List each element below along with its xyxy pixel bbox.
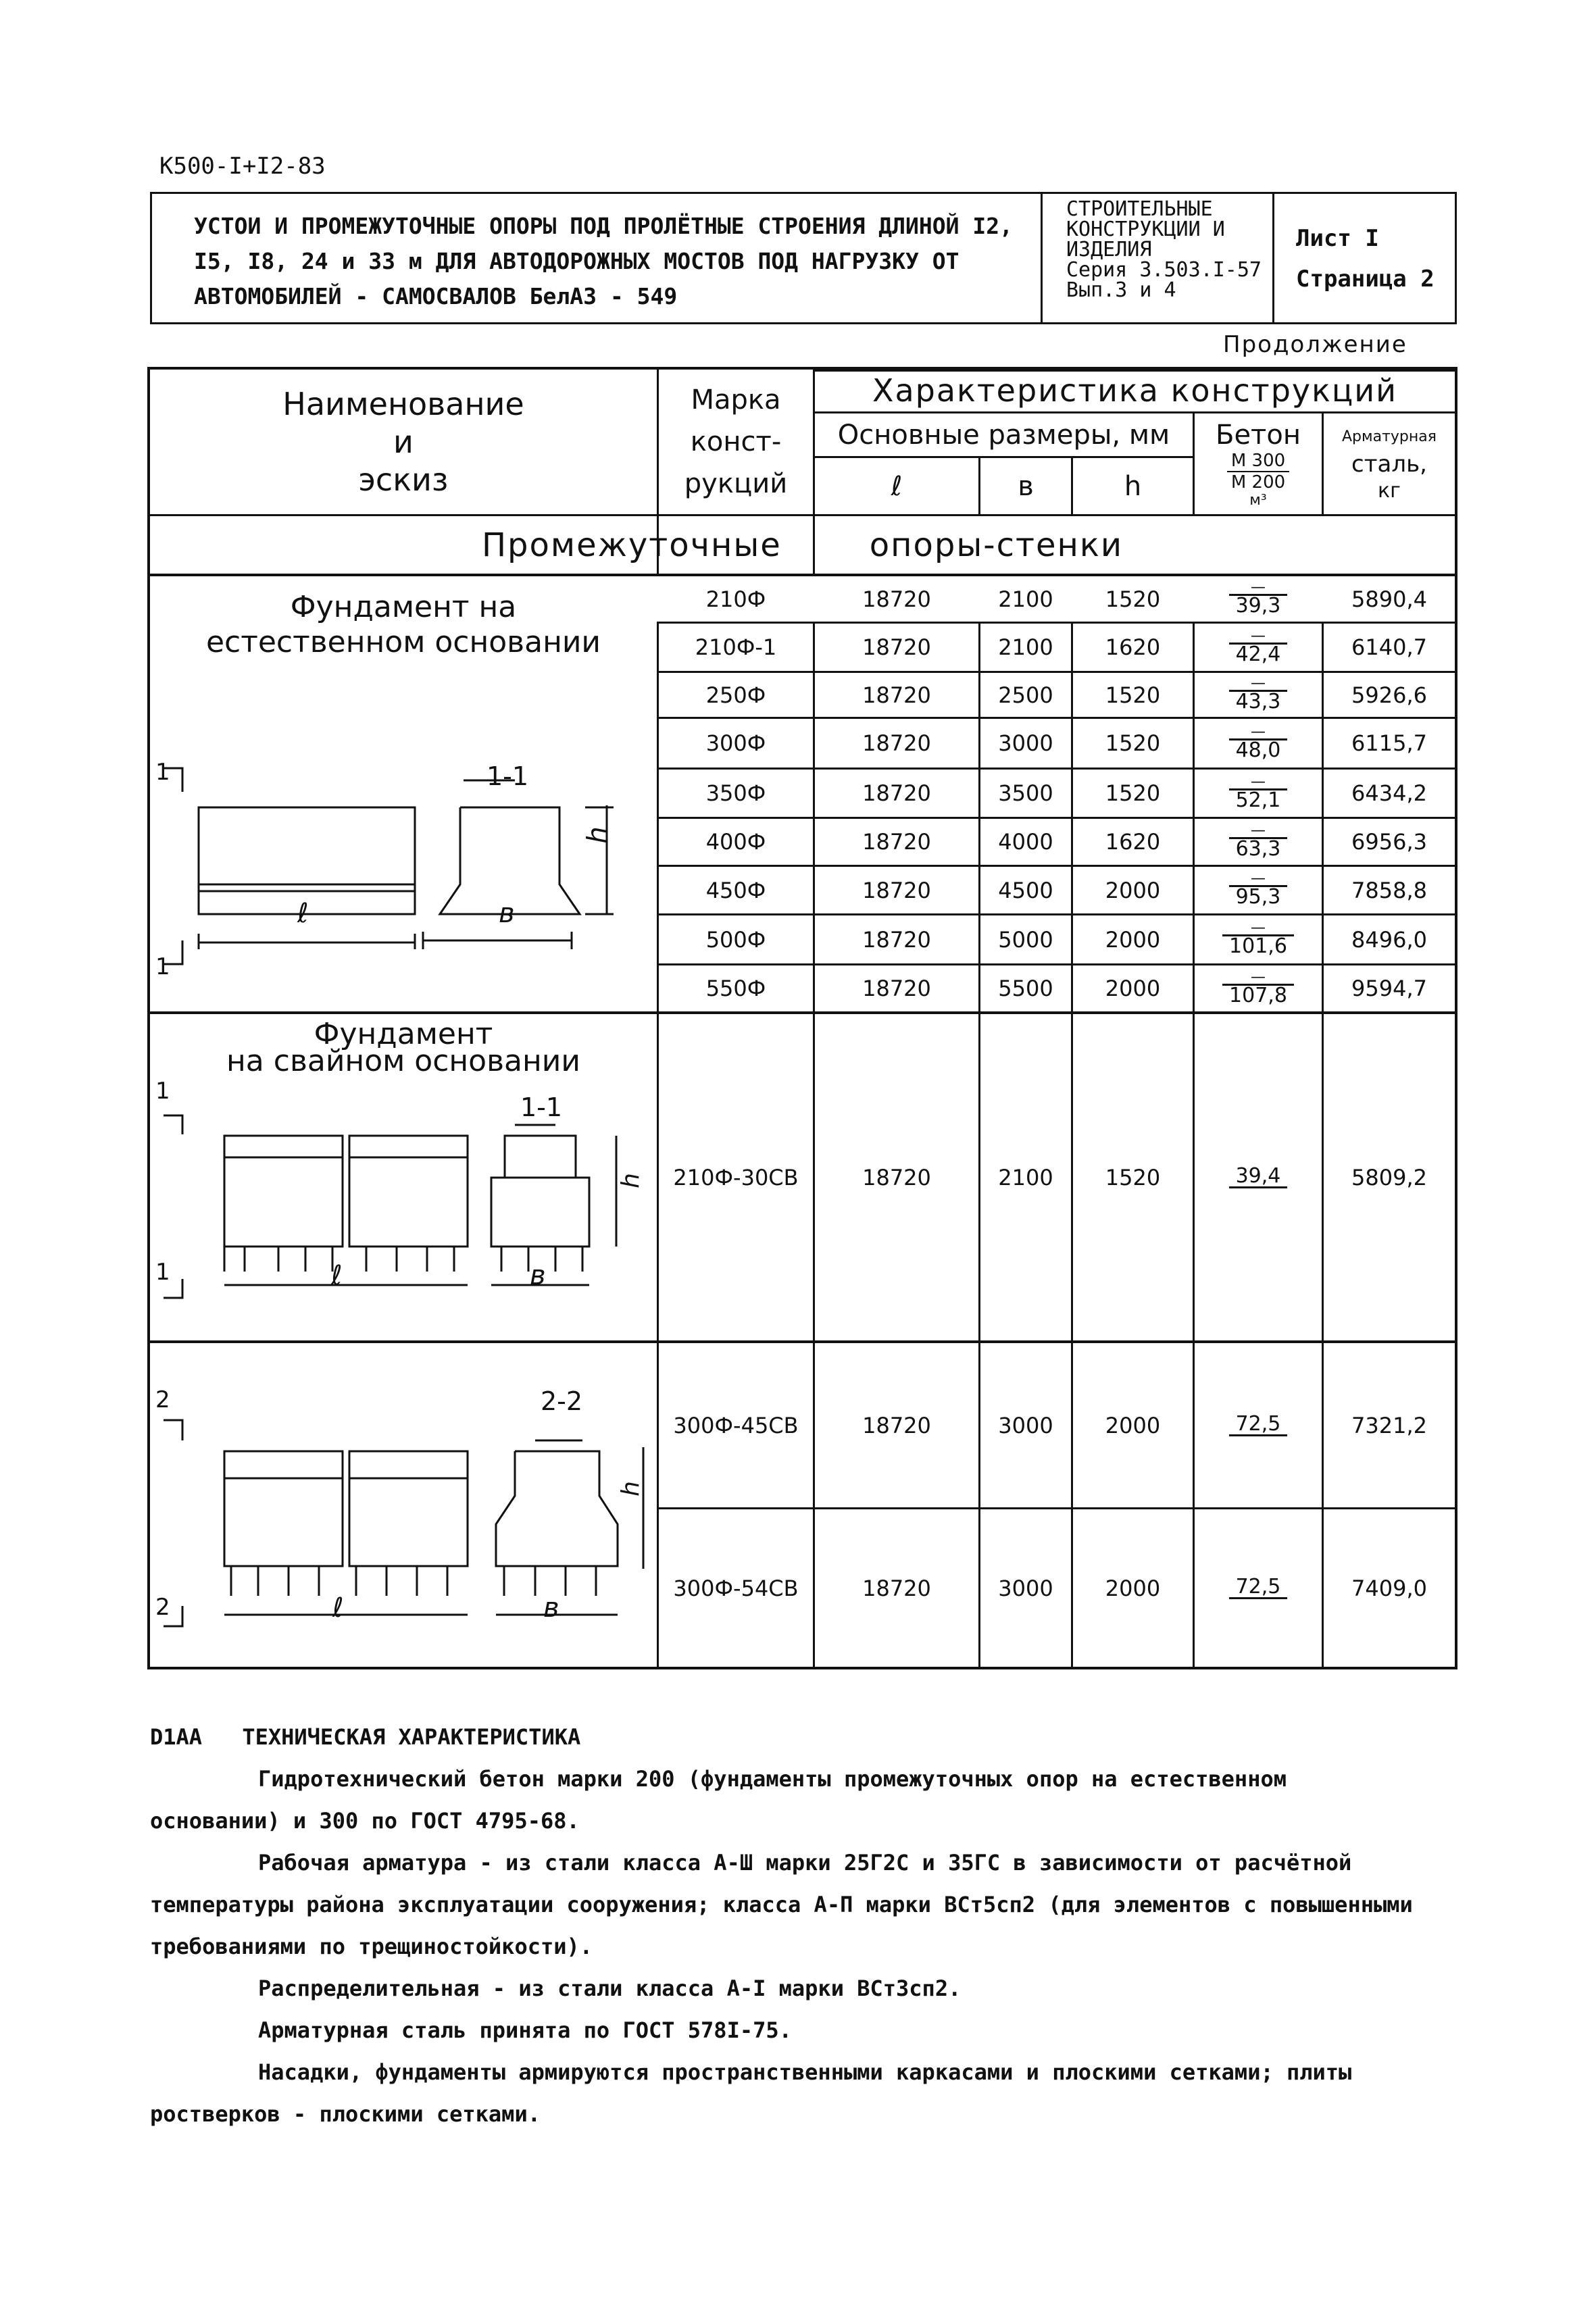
concrete-value: 42,4 <box>1229 643 1288 665</box>
cell-l-row-9: 18720 <box>862 976 931 1001</box>
concrete-top-mark: — <box>1250 675 1266 692</box>
column-header-dimensions: Основные размеры, мм <box>837 419 1170 451</box>
note-paragraph: Гидротехнический бетон марки 200 (фундаменты промежуточных опор на естественном основании) и 300 по ГОСТ 4795-68. <box>150 1766 1287 1834</box>
cell-h-row-9: 2000 <box>1105 976 1161 1001</box>
sketch-natural-foundation <box>150 667 657 1009</box>
page-number: Страница 2 <box>1296 266 1435 293</box>
cell-steel-row-1: 5890,4 <box>1351 586 1427 612</box>
cut-label-2-bottom: 2 <box>155 1594 170 1621</box>
concrete-value: 72,5 <box>1229 1414 1288 1436</box>
cell-mark-row-1: 210Ф <box>705 586 766 612</box>
dim-label-b: в <box>499 898 515 929</box>
cell-concrete-row-9 <box>1195 965 1322 1011</box>
cell-concrete-row-11 <box>1195 1343 1322 1507</box>
cell-b-row-5: 3500 <box>998 780 1053 806</box>
cell-mark-row-10: 210Ф-30СВ <box>673 1164 799 1190</box>
cell-steel-row-5: 6434,2 <box>1351 780 1427 806</box>
cell-l-row-7: 18720 <box>862 877 931 903</box>
series-info: СТРОИТЕЛЬНЫЕ КОНСТРУКЦИИ И ИЗДЕЛИЯ Серия 3.503.I-57 Вып.3 и 4 <box>1066 197 1262 302</box>
cell-steel-row-11: 7321,2 <box>1351 1412 1427 1438</box>
cut-label-1-top: 1 <box>155 759 170 786</box>
cell-b-row-4: 3000 <box>998 730 1053 756</box>
cell-b-row-8: 5000 <box>998 926 1053 953</box>
cell-mark-row-11: 300Ф-45СВ <box>673 1412 799 1438</box>
group-title-pile-foundation: Фундамент на свайном основании <box>226 1017 580 1078</box>
section-label-2-2: 2-2 <box>541 1386 583 1416</box>
concrete-top-mark: — <box>1250 773 1266 790</box>
cell-concrete-row-7 <box>1195 867 1322 913</box>
cell-b-row-3: 2500 <box>998 682 1053 708</box>
cell-h-row-11: 2000 <box>1105 1412 1161 1438</box>
title-block <box>150 192 1457 324</box>
dim-label-l-pile: ℓ <box>331 1260 343 1291</box>
note-paragraph: Насадки, фундаменты армируются пространственными каркасами и плоскими сетками; плиты ростверков - плоскими сетками. <box>150 2059 1352 2127</box>
cell-b-row-9: 5500 <box>998 976 1053 1001</box>
cell-l-row-1: 18720 <box>862 586 931 612</box>
concrete-value: 43,3 <box>1229 690 1288 712</box>
cell-mark-row-2: 210Ф-1 <box>695 634 777 660</box>
dim-label-l-2: ℓ <box>332 1592 344 1624</box>
concrete-value: 107,8 <box>1222 984 1294 1006</box>
cell-steel-row-2: 6140,7 <box>1351 634 1427 660</box>
concrete-value: 39,4 <box>1229 1166 1288 1188</box>
cell-mark-row-8: 500Ф <box>705 926 766 953</box>
construction-table <box>147 367 1457 1669</box>
dim-label-l: ℓ <box>297 898 309 929</box>
cell-steel-row-3: 5926,6 <box>1351 682 1427 708</box>
note-paragraph: Арматурная сталь принята по ГОСТ 578I-75. <box>258 2017 792 2043</box>
group-title-natural-foundation: Фундамент на естественном основании <box>205 590 601 659</box>
cell-h-row-8: 2000 <box>1105 926 1161 953</box>
cell-steel-row-4: 6115,7 <box>1351 730 1427 756</box>
concrete-top-mark: — <box>1250 870 1266 887</box>
cell-h-row-3: 1520 <box>1105 682 1161 708</box>
cell-h-row-4: 1520 <box>1105 730 1161 756</box>
section-label-1-1-pile: 1-1 <box>520 1092 563 1122</box>
cell-b-row-12: 3000 <box>998 1575 1053 1601</box>
cell-l-row-3: 18720 <box>862 682 931 708</box>
cell-concrete-row-1 <box>1195 576 1322 622</box>
column-header-b: в <box>1018 470 1034 502</box>
cell-mark-row-9: 550Ф <box>705 976 766 1001</box>
cell-mark-row-5: 350Ф <box>705 780 766 806</box>
cell-b-row-6: 4000 <box>998 829 1053 855</box>
concrete-top-mark: — <box>1250 822 1266 839</box>
concrete-top-mark: — <box>1250 920 1266 936</box>
cell-l-row-11: 18720 <box>862 1412 931 1438</box>
dim-label-b-2: в <box>543 1592 559 1624</box>
cell-l-row-8: 18720 <box>862 926 931 953</box>
cut-label-1-bottom-pile: 1 <box>155 1259 170 1286</box>
dim-label-h: h <box>582 826 614 844</box>
concrete-value: 39,3 <box>1229 594 1288 616</box>
concrete-value: 101,6 <box>1222 934 1294 957</box>
cell-h-row-5: 1520 <box>1105 780 1161 806</box>
sheet-info <box>1296 218 1435 299</box>
concrete-value: 52,1 <box>1229 788 1288 811</box>
column-header-mark: Марка конст- рукций <box>684 384 788 499</box>
cell-concrete-row-5 <box>1195 770 1322 817</box>
sketch-pile-foundation-1-1 <box>150 1072 657 1338</box>
cell-concrete-row-2 <box>1195 624 1322 671</box>
cell-b-row-10: 2100 <box>998 1164 1053 1190</box>
cell-b-row-2: 2100 <box>998 634 1053 660</box>
dim-label-h-2: h <box>616 1481 645 1496</box>
cell-steel-row-6: 6956,3 <box>1351 829 1427 855</box>
concrete-value: 63,3 <box>1229 837 1288 859</box>
cell-l-row-2: 18720 <box>862 634 931 660</box>
column-header-concrete: Бетон М 300 М 200 м³ <box>1216 419 1301 509</box>
concrete-value: 72,5 <box>1229 1577 1288 1599</box>
cell-h-row-10: 1520 <box>1105 1164 1161 1190</box>
cell-l-row-5: 18720 <box>862 780 931 806</box>
cell-mark-row-3: 250Ф <box>705 682 766 708</box>
cell-steel-row-8: 8496,0 <box>1351 926 1427 953</box>
cut-label-1-bottom: 1 <box>155 953 170 980</box>
concrete-value: 95,3 <box>1229 885 1288 907</box>
cell-concrete-row-3 <box>1195 673 1322 717</box>
sheet-number: Лист I <box>1296 225 1379 252</box>
cell-concrete-row-6 <box>1195 819 1322 865</box>
note-paragraph: Распределительная - из стали класса А-I марки ВСт3сп2. <box>258 1976 962 2001</box>
cell-h-row-7: 2000 <box>1105 877 1161 903</box>
cell-mark-row-7: 450Ф <box>705 877 766 903</box>
section-label-1-1: 1-1 <box>487 761 529 791</box>
concrete-top-mark: — <box>1250 968 1266 986</box>
cell-concrete-row-8 <box>1195 915 1322 963</box>
column-header-l: ℓ <box>891 470 903 502</box>
column-header-name: Наименование и эскиз <box>282 386 524 498</box>
concrete-value: 48,0 <box>1229 738 1288 761</box>
cell-b-row-1: 2100 <box>998 586 1053 612</box>
document-id: К500-I+I2-83 <box>159 153 326 180</box>
concrete-top-mark: — <box>1250 579 1266 596</box>
concrete-top-mark: — <box>1250 723 1266 740</box>
cut-label-2-top: 2 <box>155 1386 170 1413</box>
stamp-code: D1AA <box>150 1724 203 1750</box>
cell-l-row-6: 18720 <box>862 829 931 855</box>
document-title: УСТОИ И ПРОМЕЖУТОЧНЫЕ ОПОРЫ ПОД ПРОЛЁТНЫЕ СТРОЕНИЯ ДЛИНОЙ I2, I5, I8, 24 и 33 м ДЛЯ АВТОДОРОЖНЫХ МОСТОВ ПОД НАГРУЗКУ ОТ АВТОМОБИЛЕЙ - САМОСВАЛОВ БелАЗ - 549 <box>194 213 1013 309</box>
cell-concrete-row-4 <box>1195 719 1322 768</box>
cell-steel-row-10: 5809,2 <box>1351 1164 1427 1190</box>
continuation-label: Продолжение <box>1223 331 1407 358</box>
technical-notes <box>150 1716 1420 2135</box>
cell-h-row-6: 1620 <box>1105 829 1161 855</box>
cell-l-row-4: 18720 <box>862 730 931 756</box>
cut-label-1-top-pile: 1 <box>155 1078 170 1105</box>
cell-mark-row-4: 300Ф <box>705 730 766 756</box>
column-header-h: h <box>1124 470 1142 502</box>
cell-mark-row-6: 400Ф <box>705 829 766 855</box>
cell-h-row-12: 2000 <box>1105 1575 1161 1601</box>
dim-label-h-pile: h <box>616 1173 645 1188</box>
cell-h-row-2: 1620 <box>1105 634 1161 660</box>
concrete-top-mark: — <box>1250 627 1266 645</box>
section-title: Промежуточные опоры-стенки <box>481 526 1124 564</box>
column-header-characteristic: Характеристика конструкций <box>872 372 1398 409</box>
note-paragraph: Рабочая арматура - из стали класса А-Ш марки 25Г2С и 35ГС в зависимости от расчётной температуры района эксплуатации сооружения; класса А-П марки ВСт5сп2 (для элементов с повышенными требованиями по трещиностойкости). <box>150 1850 1413 1959</box>
cell-l-row-12: 18720 <box>862 1575 931 1601</box>
cell-steel-row-7: 7858,8 <box>1351 877 1427 903</box>
cell-b-row-7: 4500 <box>998 877 1053 903</box>
cell-mark-row-12: 300Ф-54СВ <box>673 1575 799 1601</box>
dim-label-b-pile: в <box>530 1260 546 1291</box>
cell-b-row-11: 3000 <box>998 1412 1053 1438</box>
column-header-steel: Арматурная сталь, кг <box>1342 428 1437 503</box>
cell-l-row-10: 18720 <box>862 1164 931 1190</box>
cell-concrete-row-10 <box>1195 1014 1322 1340</box>
cell-h-row-1: 1520 <box>1105 586 1161 612</box>
cell-concrete-row-12 <box>1195 1509 1322 1667</box>
cell-steel-row-9: 9594,7 <box>1351 976 1427 1001</box>
notes-heading: ТЕХНИЧЕСКАЯ ХАРАКТЕРИСТИКА <box>242 1724 581 1750</box>
cell-steel-row-12: 7409,0 <box>1351 1575 1427 1601</box>
